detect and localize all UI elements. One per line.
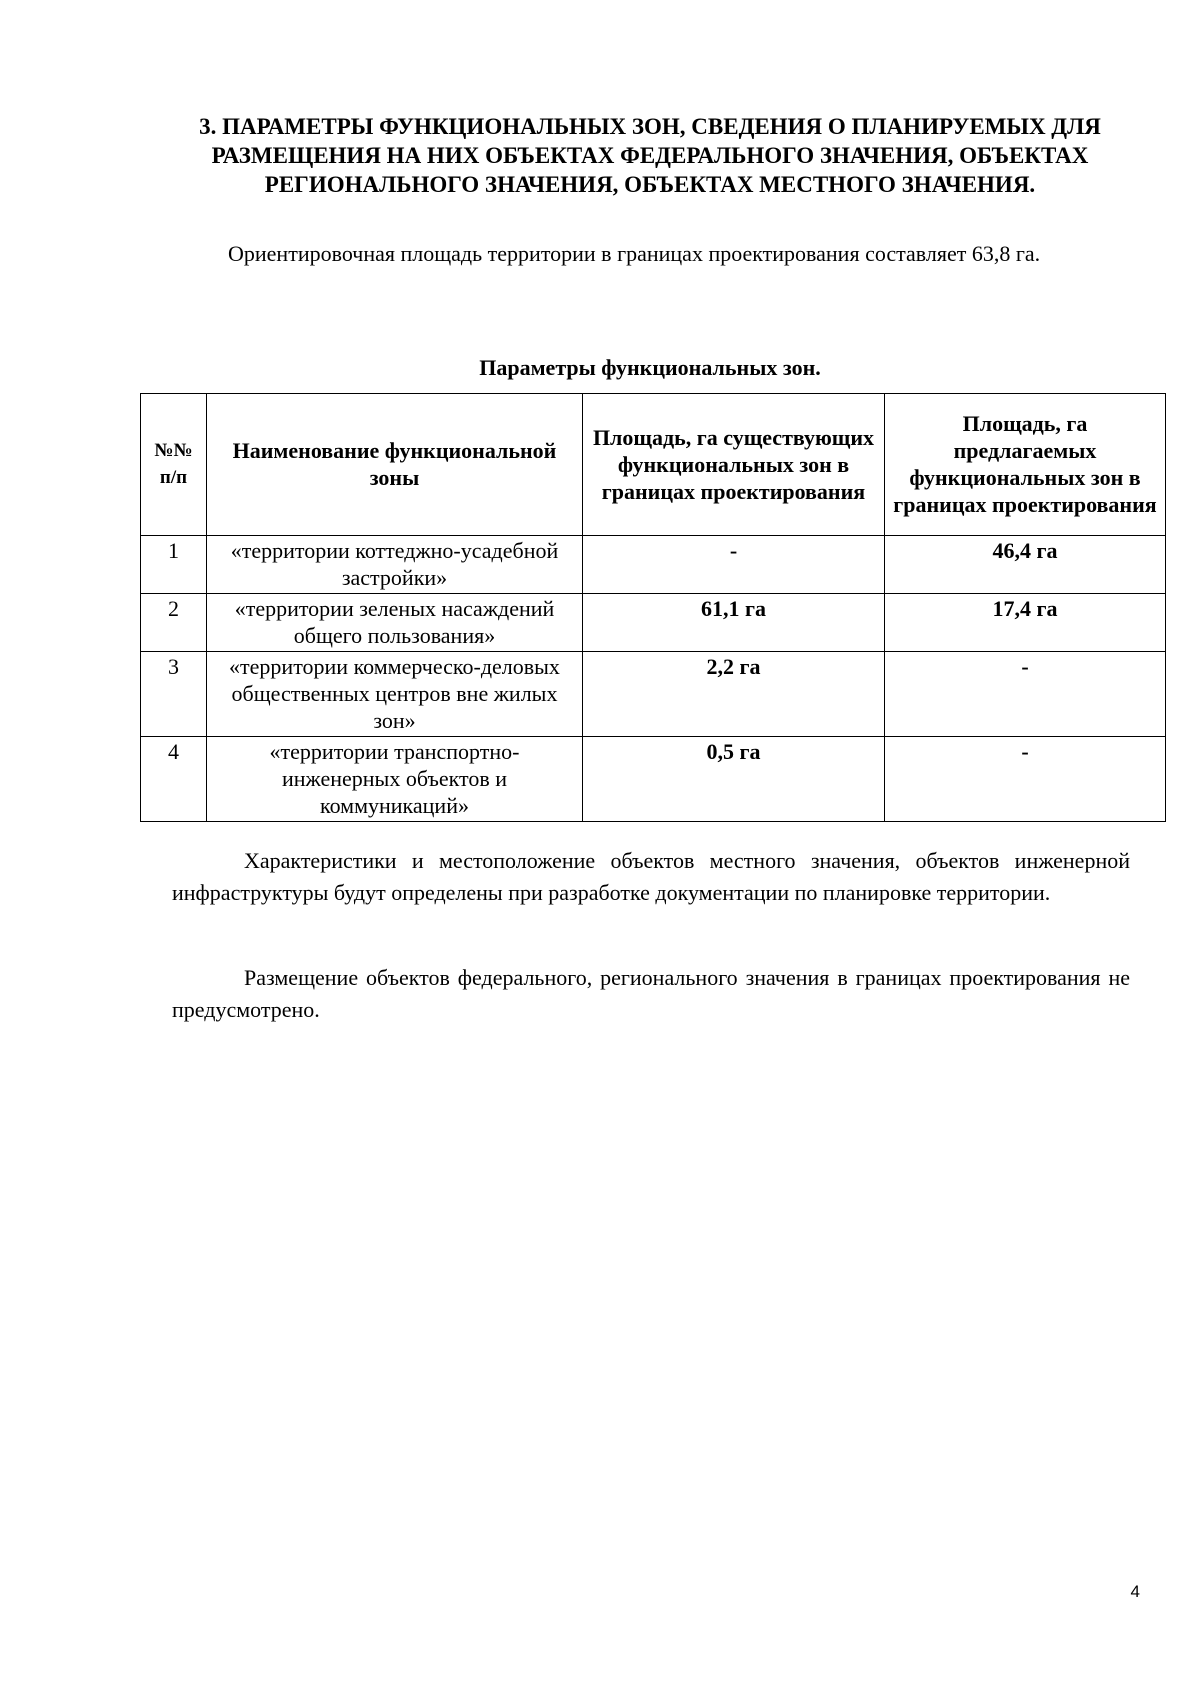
header-zone-name: Наименование функциональной зоны [207,394,583,536]
zone-name: «территории зеленых насаждений общего пользования» [207,594,583,652]
characteristics-paragraph: Характеристики и местоположение объектов местного значения, объектов инженерной инфраструктуры будут определены при разработке документации по планировке территории. [172,848,1130,905]
proposed-area: - [885,737,1166,822]
row-number: 1 [141,536,207,594]
page-number: 4 [1130,1582,1140,1601]
header-proposed-area: Площадь, га предлагаемых функциональных зон в границах проектирования [885,394,1166,536]
existing-area: 0,5 га [583,737,885,822]
proposed-area: - [885,652,1166,737]
table-header-row [141,394,1166,536]
existing-area: 2,2 га [583,652,885,737]
existing-area: - [583,536,885,594]
table-row [141,737,1166,822]
row-number: 2 [141,594,207,652]
header-existing-area: Площадь, га существующих функциональных зон в границах проектирования [583,394,885,536]
section-title [160,112,1140,199]
existing-area: 61,1 га [583,594,885,652]
header-number: №№ п/п [141,394,207,536]
table-row [141,652,1166,737]
section-title-line-1: 3. ПАРАМЕТРЫ ФУНКЦИОНАЛЬНЫХ ЗОН, СВЕДЕНИЯ О ПЛАНИРУЕМЫХ ДЛЯ [199,114,1101,139]
row-number: 3 [141,652,207,737]
table-caption: Параметры функциональных зон. [479,355,821,380]
zone-name: «территории транспортно-инженерных объектов и коммуникаций» [207,737,583,822]
zone-name: «территории коммерческо-деловых общественных центров вне жилых зон» [207,652,583,737]
zone-name: «территории коттеджно-усадебной застройки» [207,536,583,594]
proposed-area: 17,4 га [885,594,1166,652]
row-number: 4 [141,737,207,822]
territory-area-paragraph: Ориентировочная площадь территории в границах проектирования составляет 63,8 га. [228,241,1041,266]
functional-zones-table [140,393,1166,822]
proposed-area: 46,4 га [885,536,1166,594]
placement-paragraph: Размещение объектов федерального, регионального значения в границах проектирования не предусмотрено. [172,965,1130,1022]
section-title-line-2: РАЗМЕЩЕНИЯ НА НИХ ОБЪЕКТАХ ФЕДЕРАЛЬНОГО ЗНАЧЕНИЯ, ОБЪЕКТАХ [211,143,1089,168]
table-row [141,594,1166,652]
section-title-line-3: РЕГИОНАЛЬНОГО ЗНАЧЕНИЯ, ОБЪЕКТАХ МЕСТНОГО ЗНАЧЕНИЯ. [264,172,1036,197]
table-row [141,536,1166,594]
